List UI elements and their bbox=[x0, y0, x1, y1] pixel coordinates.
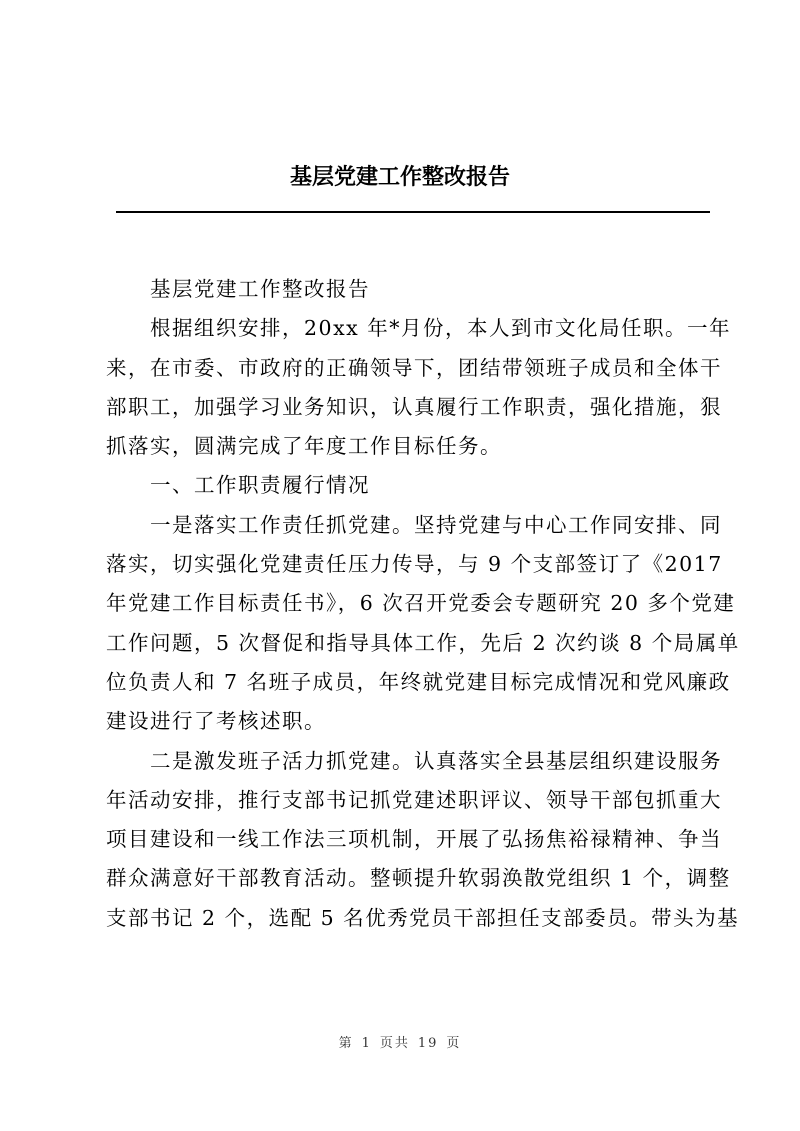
body-line: 落实，切实强化党建责任压力传导，与 9 个支部签订了《2017 bbox=[106, 552, 723, 577]
body-line: 年党建工作目标责任书》，6 次召开党委会专题研究 20 多个党建 bbox=[106, 591, 736, 616]
body-line: 二是激发班子活力抓党建。认真落实全县基层组织建设服务 bbox=[106, 748, 722, 773]
body-line: 支部书记 2 个，选配 5 名优秀党员干部担任支部委员。带头为基 bbox=[106, 905, 740, 930]
body-line: 工作问题，5 次督促和指导具体工作，先后 2 次约谈 8 个局属单 bbox=[106, 630, 740, 655]
body-line: 抓落实，圆满完成了年度工作目标任务。 bbox=[106, 434, 502, 459]
body-line: 一是落实工作责任抓党建。坚持党建与中心工作同安排、同 bbox=[106, 512, 722, 537]
total-pages-number: 19 bbox=[417, 1036, 439, 1051]
body-line: 群众满意好干部教育活动。整顿提升软弱涣散党组织 1 个，调整 bbox=[106, 866, 731, 891]
current-page-number: 1 bbox=[361, 1036, 372, 1051]
body-line: 基层党建工作整改报告 bbox=[106, 277, 370, 301]
footer-label-page: 第 bbox=[338, 1036, 354, 1051]
body-line: 年活动安排，推行支部书记抓党建述职评议、领导干部包抓重大 bbox=[106, 787, 722, 812]
document-title: 基层党建工作整改报告 bbox=[289, 165, 510, 190]
body-line: 来，在市委、市政府的正确领导下，团结带领班子成员和全体干 bbox=[106, 355, 722, 380]
document-body bbox=[106, 270, 740, 938]
body-line: 建设进行了考核述职。 bbox=[106, 709, 326, 734]
body-line: 位负责人和 7 名班子成员，年终就党建目标完成情况和党风廉政 bbox=[106, 669, 731, 694]
footer-label-end: 页 bbox=[446, 1036, 462, 1051]
page-footer bbox=[0, 1032, 800, 1051]
title-divider bbox=[116, 211, 710, 213]
section-heading: 一、工作职责履行情况 bbox=[106, 473, 370, 498]
body-line: 根据组织安排，20xx 年*月份，本人到市文化局任职。一年 bbox=[106, 316, 731, 341]
footer-label-of: 页共 bbox=[379, 1036, 410, 1051]
body-line: 项目建设和一线工作法三项机制，开展了弘扬焦裕禄精神、争当 bbox=[106, 827, 722, 852]
body-line: 部职工，加强学习业务知识，认真履行工作职责，强化措施，狠 bbox=[106, 394, 722, 419]
